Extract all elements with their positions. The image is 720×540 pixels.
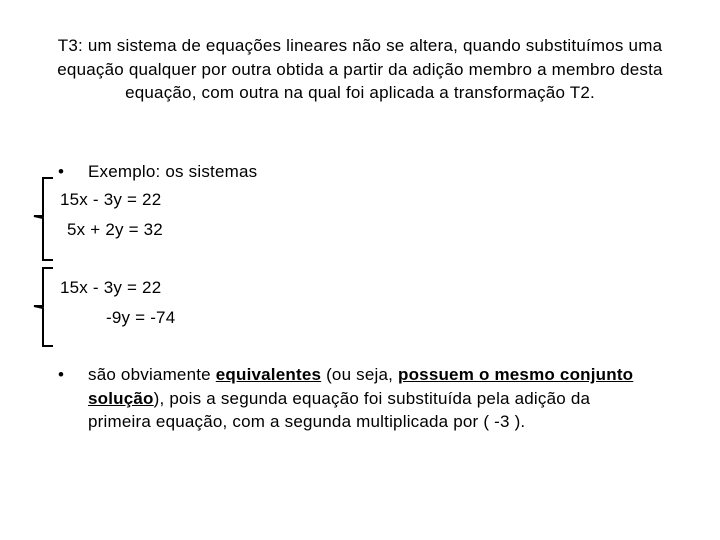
- conclusion-text: ), pois a segunda equação foi substituída pela adição da primeira equação, com a segunda multiplicada por ( -3 ).: [88, 388, 591, 431]
- example-label: Exemplo: os sistemas: [88, 162, 258, 181]
- t3-statement: [40, 34, 680, 105]
- left-brace-icon: [28, 176, 56, 262]
- t3-text: : um sistema de equações lineares não se altera, quando substituímos uma equação qualquer por outra obtida a partir da adição membro a membro desta equação, com outra na qual foi aplicada a transformação T2.: [57, 36, 663, 102]
- left-brace-icon: [28, 266, 56, 348]
- conclusion-text: (ou seja,: [321, 365, 398, 384]
- equivalentes-term: equivalentes: [215, 365, 322, 384]
- bullet-icon: •: [58, 365, 64, 384]
- system2-equation2: -9y = -74: [106, 308, 176, 327]
- system2-equation1: 15x - 3y = 22: [60, 278, 162, 297]
- conjunto-solucao-term: possuem o mesmo conjunto solução: [88, 365, 634, 408]
- bullet-icon: •: [58, 162, 64, 181]
- system1-equation1: 15x - 3y = 22: [60, 190, 162, 209]
- conclusion-text: são obviamente: [88, 365, 216, 384]
- system1-equation2: 5x + 2y = 32: [67, 220, 163, 239]
- conclusion-paragraph: [88, 363, 648, 434]
- t3-label: T3: [57, 36, 78, 55]
